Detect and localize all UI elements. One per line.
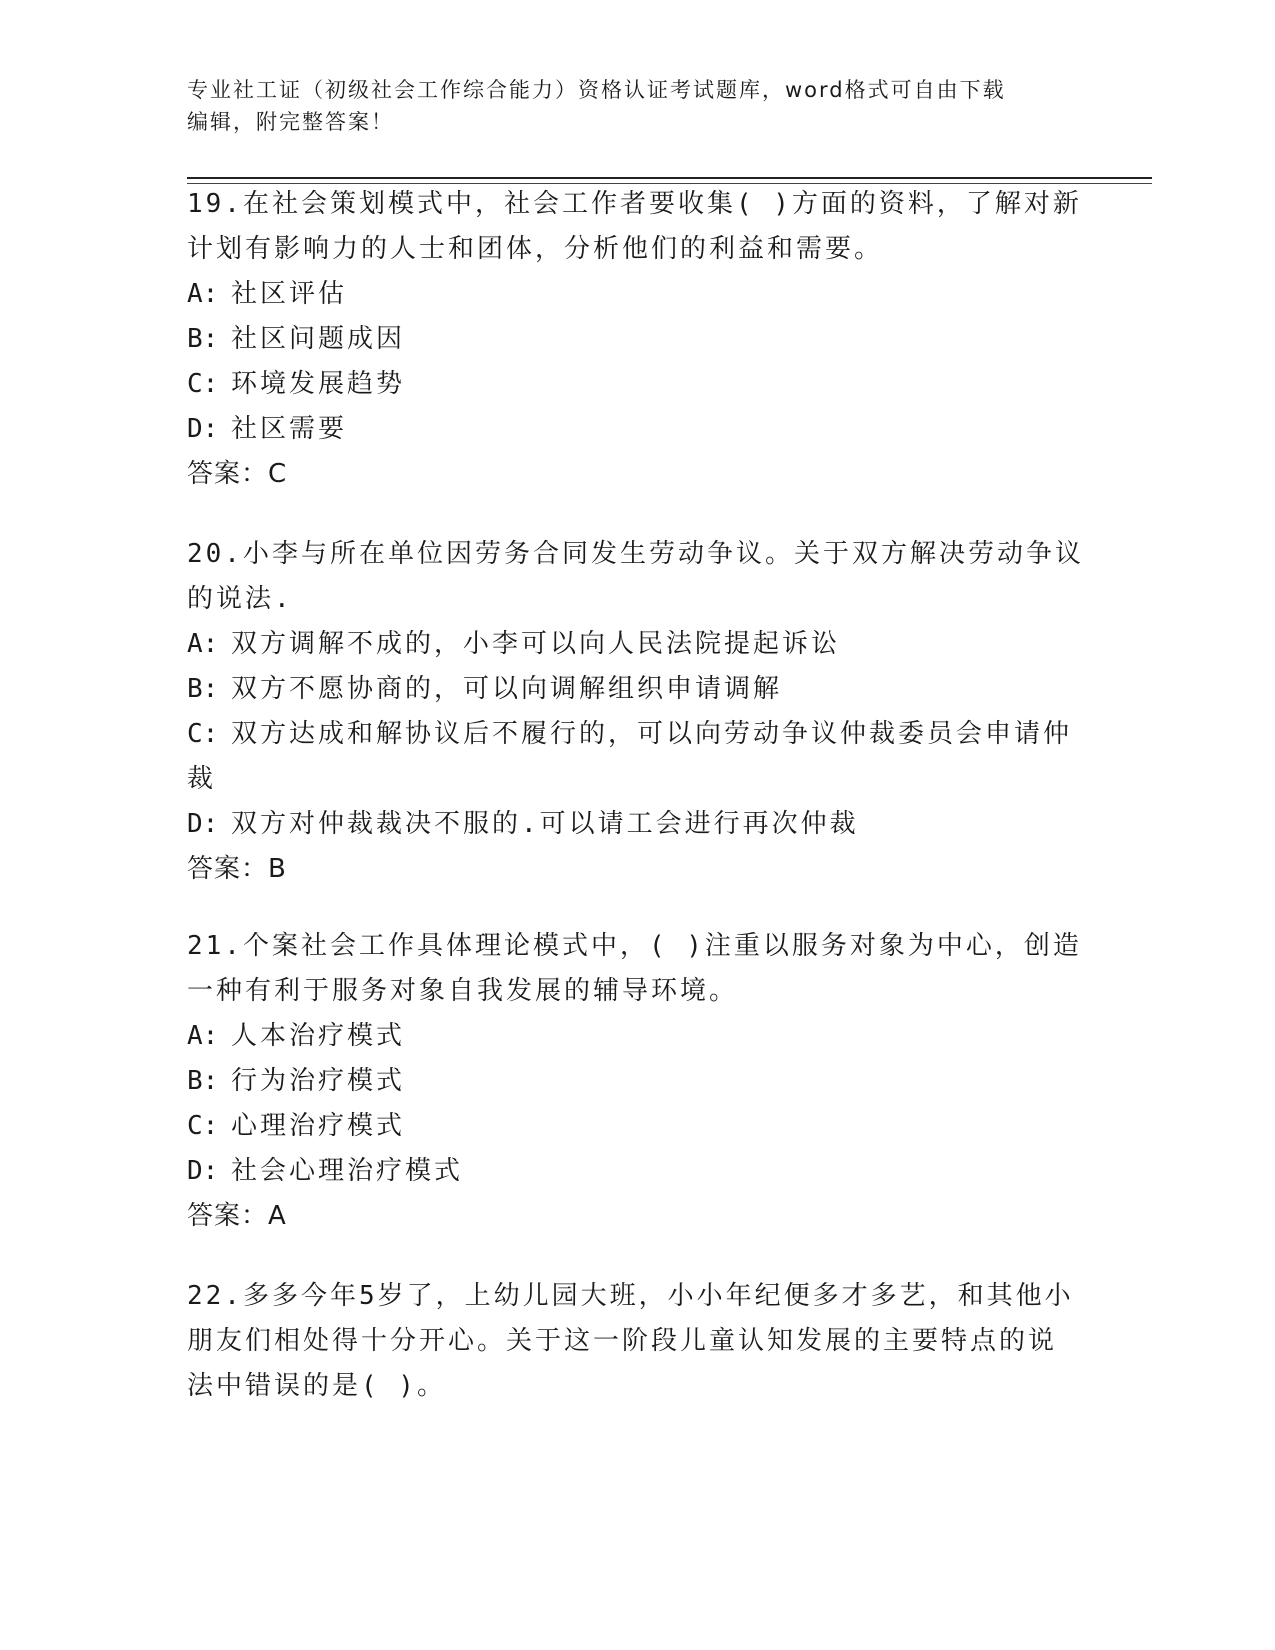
question-21 <box>187 924 1082 1239</box>
option-letter: C: <box>187 369 219 399</box>
stem-line: 20.小李与所在单位因劳务合同发生劳动争议。关于双方解决劳动争议 <box>187 539 1084 569</box>
question-19 <box>187 182 1082 497</box>
option-b <box>187 1059 1077 1104</box>
option-text: 双方对仲裁裁决不服的.可以请工会进行再次仲裁 <box>231 809 859 839</box>
option-text: 双方调解不成的，小李可以向人民法院提起诉讼 <box>231 629 841 659</box>
option-a <box>187 272 1077 317</box>
option-letter: D: <box>187 809 219 839</box>
option-letter: B: <box>187 324 219 354</box>
option-c <box>187 362 1077 407</box>
option-letter: A: <box>187 279 219 309</box>
stem-line: 21.个案社会工作具体理论模式中，( )注重以服务对象为中心，创造 <box>187 931 1082 961</box>
option-text: 社区需要 <box>231 414 348 444</box>
header-line-2: 编辑，附完整答案！ <box>187 110 394 134</box>
stem-line: 19.在社会策划模式中，社会工作者要收集( )方面的资料，了解对新 <box>187 189 1082 219</box>
question-20 <box>187 532 1084 892</box>
option-letter: C: <box>187 719 219 749</box>
option-text-continued: 裁 <box>187 764 217 794</box>
stem-line: 22.多多今年5岁了，上幼儿园大班，小小年纪便多才多艺，和其他小 <box>187 1281 1074 1311</box>
stem-line: 法中错误的是( )。 <box>187 1371 446 1401</box>
option-text: 心理治疗模式 <box>231 1111 406 1141</box>
answer: 答案：A <box>187 1201 287 1231</box>
option-d <box>187 802 1077 847</box>
option-c <box>187 712 1077 802</box>
option-text: 双方不愿协商的，可以向调解组织申请调解 <box>231 674 783 704</box>
option-d <box>187 407 1077 452</box>
option-letter: A: <box>187 1021 219 1051</box>
option-a <box>187 1014 1077 1059</box>
answer: 答案：B <box>187 854 287 884</box>
option-text: 行为治疗模式 <box>231 1066 406 1096</box>
option-letter: D: <box>187 414 219 444</box>
stem-line: 一种有利于服务对象自我发展的辅导环境。 <box>187 976 739 1006</box>
option-text: 社区问题成因 <box>231 324 406 354</box>
option-letter: B: <box>187 1066 219 1096</box>
option-c <box>187 1104 1077 1149</box>
option-a <box>187 622 1077 667</box>
option-letter: D: <box>187 1156 219 1186</box>
document-header <box>187 74 1087 138</box>
option-b <box>187 317 1077 362</box>
option-letter: B: <box>187 674 219 704</box>
option-text: 人本治疗模式 <box>231 1021 406 1051</box>
option-letter: A: <box>187 629 219 659</box>
question-stem <box>187 924 1082 1014</box>
option-text: 社区评估 <box>231 279 348 309</box>
option-letter: C: <box>187 1111 219 1141</box>
header-divider-thick <box>187 177 1152 179</box>
stem-line: 计划有影响力的人士和团体，分析他们的利益和需要。 <box>187 234 884 264</box>
question-stem <box>187 1274 1077 1409</box>
option-text: 双方达成和解协议后不履行的，可以向劳动争议仲裁委员会申请仲 <box>231 719 1073 749</box>
question-stem <box>187 182 1082 272</box>
stem-line: 朋友们相处得十分开心。关于这一阶段儿童认知发展的主要特点的说 <box>187 1326 1058 1356</box>
header-line-1: 专业社工证（初级社会工作综合能力）资格认证考试题库，word格式可自由下载 <box>187 78 1006 102</box>
option-b <box>187 667 1077 712</box>
option-d <box>187 1149 1077 1194</box>
stem-line: 的说法. <box>187 584 293 614</box>
question-stem <box>187 532 1084 622</box>
option-text: 社会心理治疗模式 <box>231 1156 464 1186</box>
question-22 <box>187 1274 1077 1409</box>
answer: 答案：C <box>187 459 288 489</box>
option-text: 环境发展趋势 <box>231 369 406 399</box>
